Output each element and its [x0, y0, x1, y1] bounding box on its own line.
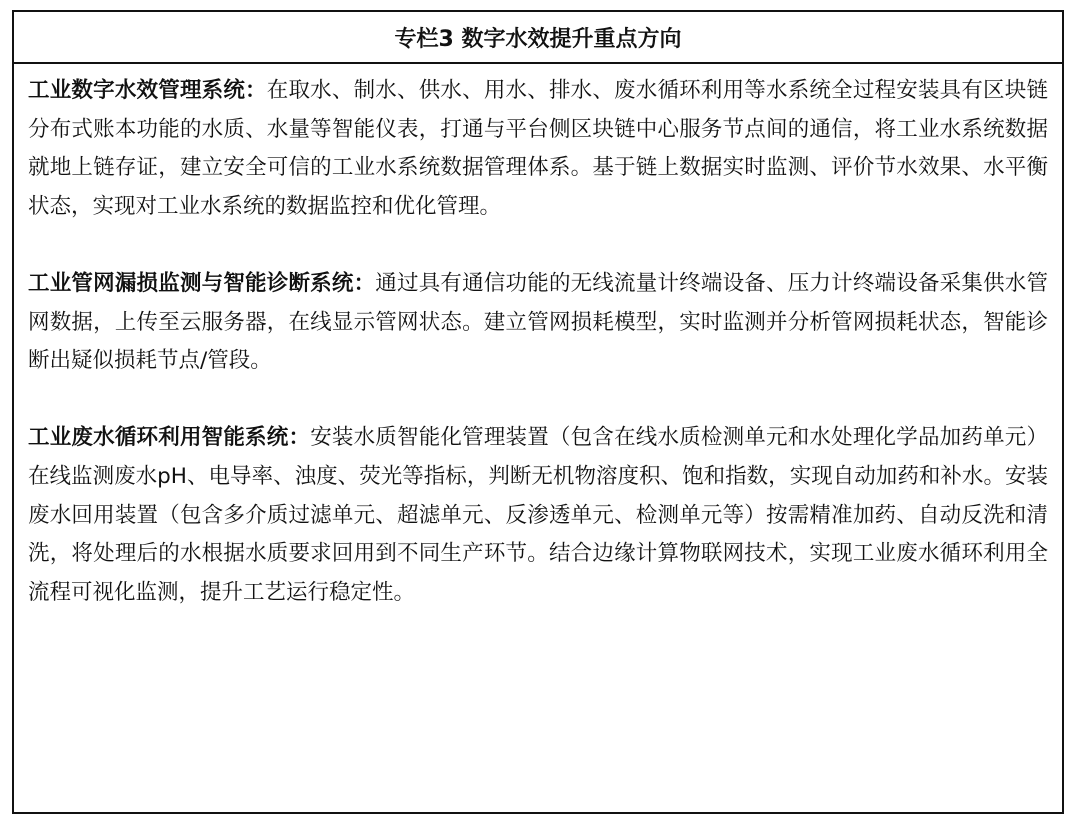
section-pipe-leak-monitoring [28, 265, 1048, 381]
section-text: 在取水、制水、供水、用水、排水、废水循环利用等水系统全过程安装具有区块链分布式账本功能的水质、水量等智能仪表，打通与平台侧区块链中心服务节点间的通信，将工业水系统数据就地上链存证，建立安全可信的工业水系统数据管理体系。基于链上数据实时监测、评价节水效果、水平衡状态，实现对工业水系统的数据监控和优化管理。 [28, 78, 1048, 219]
section-digital-water-efficiency [28, 72, 1048, 226]
box-body [14, 64, 1062, 612]
section-text: 通过具有通信功能的无线流量计终端设备、压力计终端设备采集供水管网数据，上传至云服务器，在线显示管网状态。建立管网损耗模型，实时监测并分析管网损耗状态，智能诊断出疑似损耗节点/管段。 [28, 270, 1048, 374]
section-heading: 工业废水循环利用智能系统： [28, 425, 311, 451]
box-title: 专栏3 数字水效提升重点方向 [14, 12, 1062, 64]
section-heading: 工业数字水效管理系统： [28, 78, 267, 103]
column-box [12, 10, 1064, 814]
section-text: 安装水质智能化管理装置（包含在线水质检测单元和水处理化学品加药单元）在线监测废水pH、电导率、浊度、荧光等指标，判断无机物溶度积、饱和指数，实现自动加药和补水。安装废水回用装置（包含多介质过滤单元、超滤单元、反渗透单元、检测单元等）按需精准加药、自动反洗和清洗，将处理后的水根据水质要求回用到不同生产环节。结合边缘计算物联网技术，实现工业废水循环利用全流程可视化监测，提升工艺运行稳定性。 [28, 425, 1048, 605]
section-wastewater-recycling [28, 419, 1048, 612]
section-heading: 工业管网漏损监测与智能诊断系统： [28, 270, 376, 296]
